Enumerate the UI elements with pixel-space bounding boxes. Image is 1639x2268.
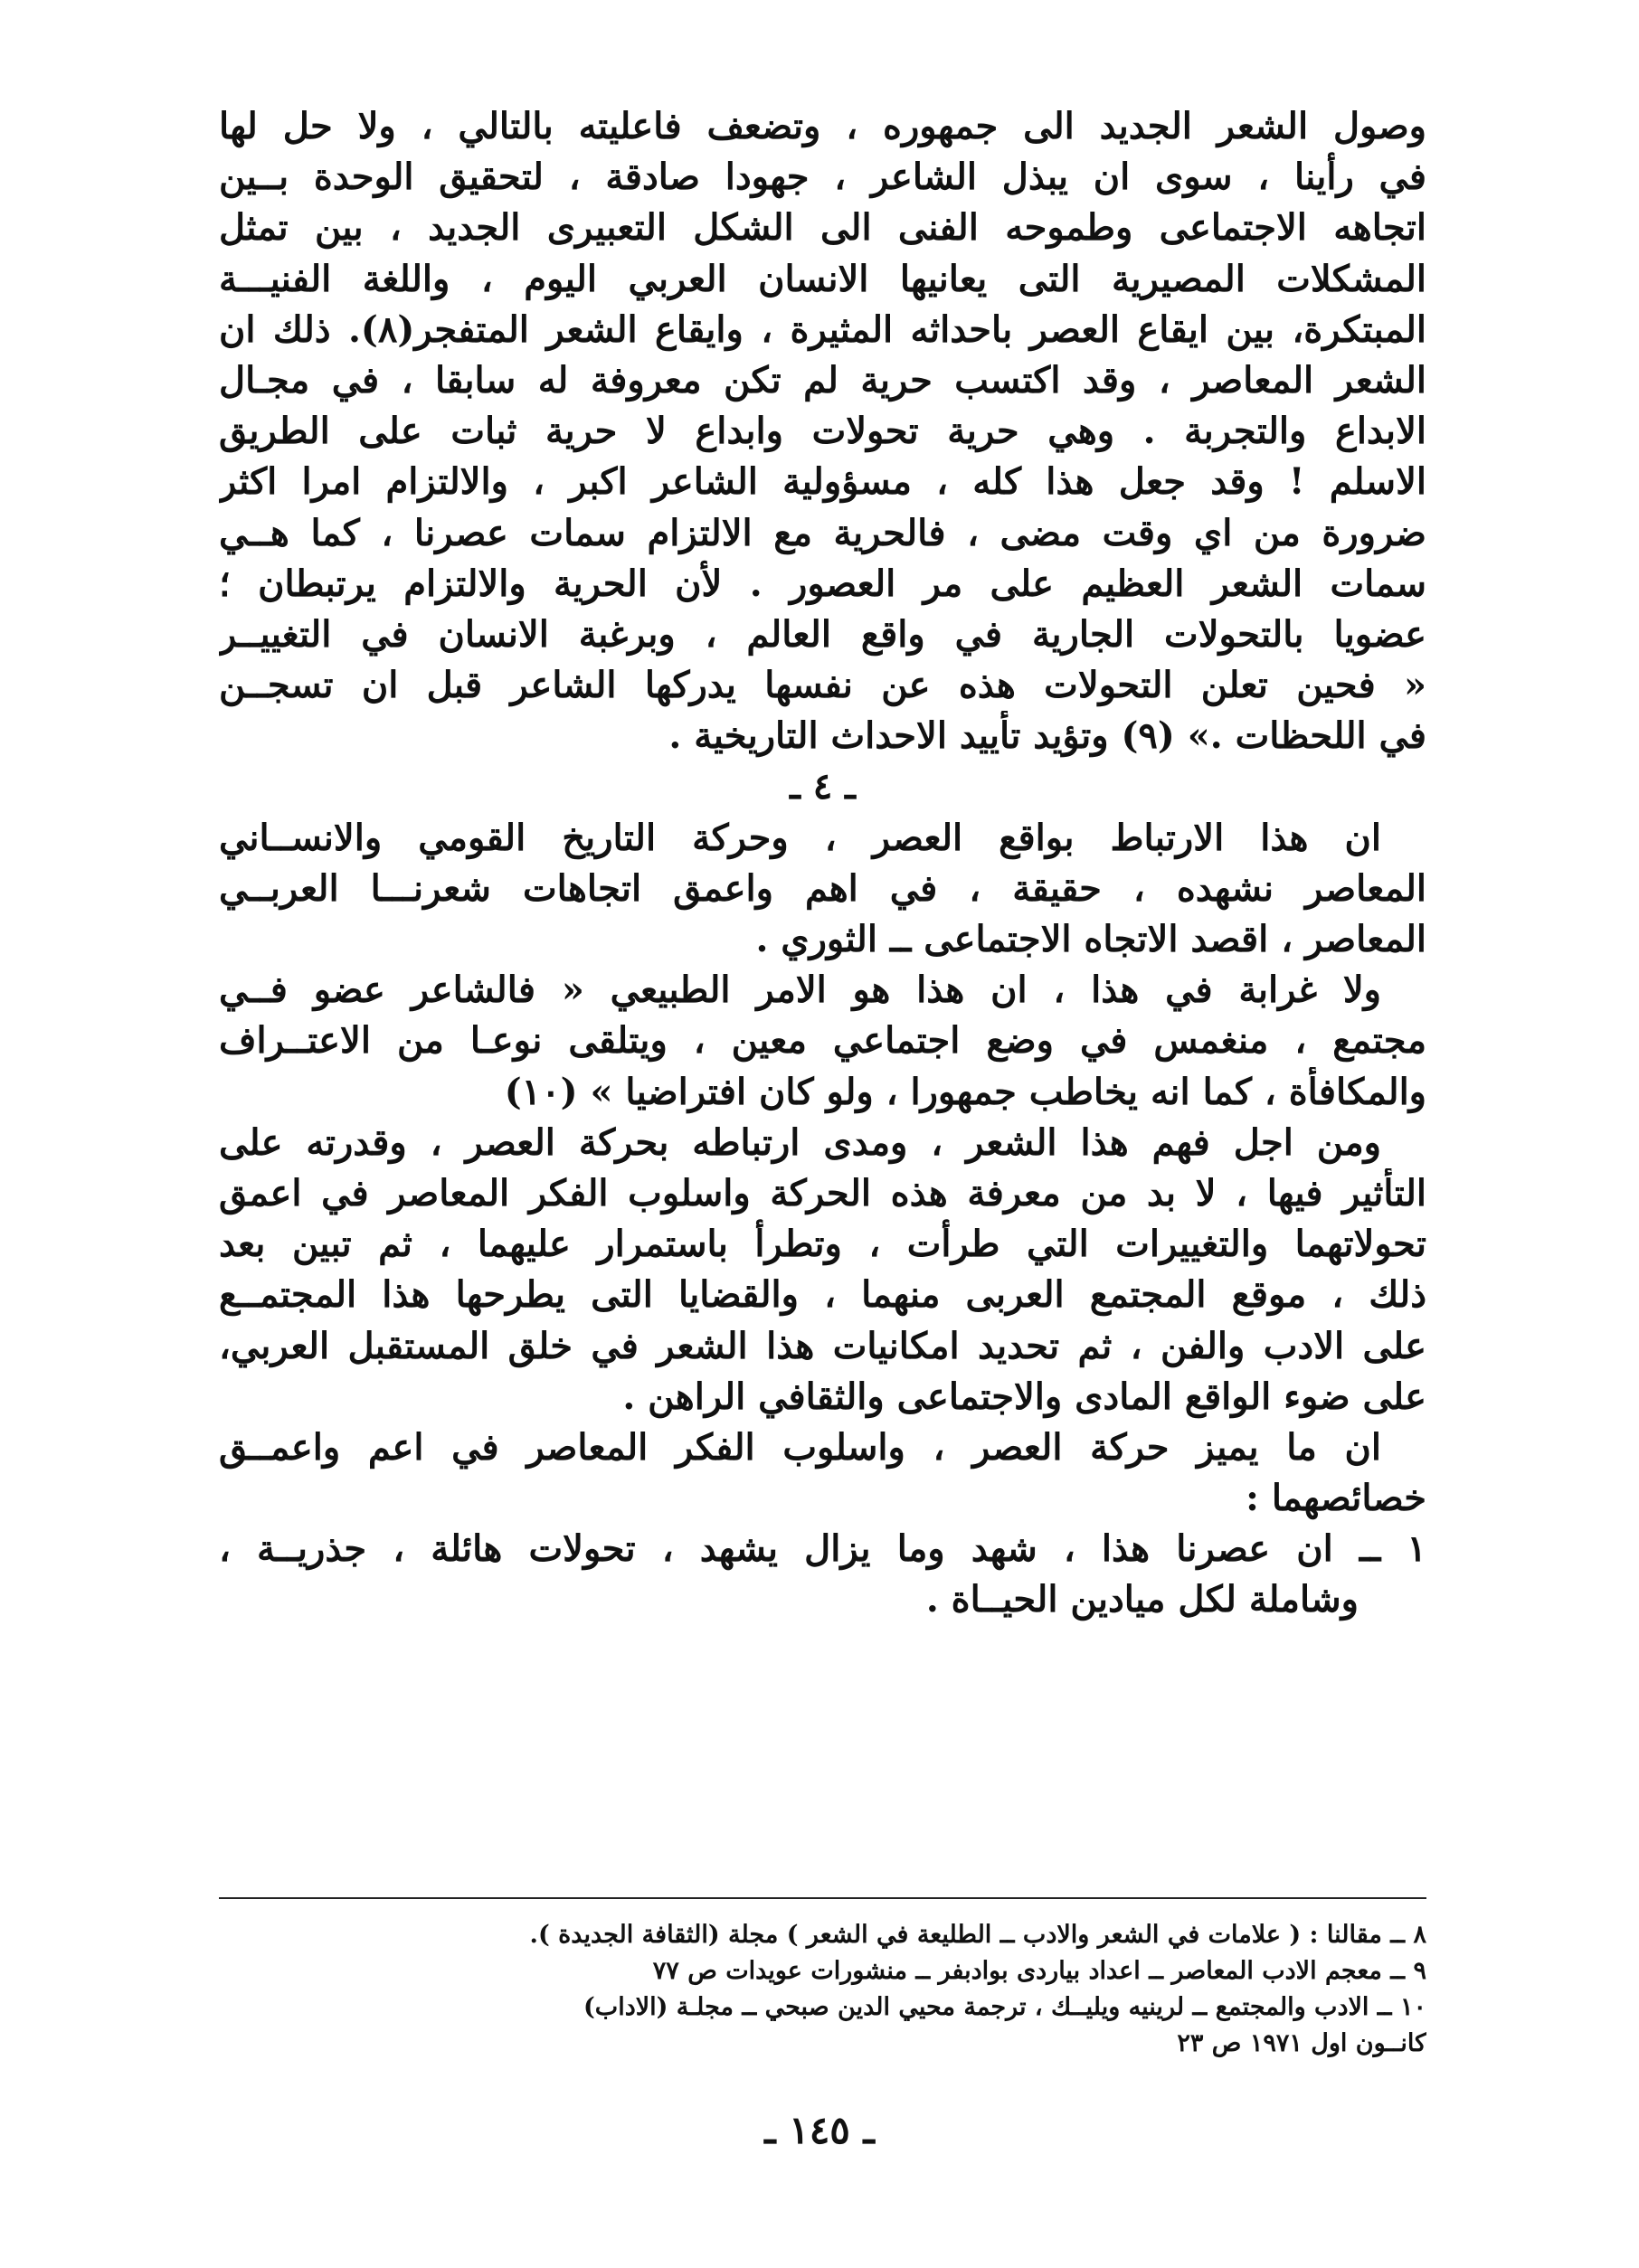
body-line: التأثير فيها ، لا بد من معرفة هذه الحركة واسلوب الفكر المعاصر في اعمق [219, 1171, 1426, 1214]
body-line: عضويا بالتحولات الجارية في واقع العالم ، وبرغبة الانسان في التغييــر [219, 612, 1426, 656]
body-line: في اللحظات .» (٩) وتؤيد تأييد الاحداث التاريخية . [668, 714, 1426, 758]
body-line: ولا غرابة في هذا ، ان هذا هو الامر الطبيعي « فالشاعر عضو فــي [219, 969, 1381, 1012]
body-line: ان هذا الارتباط بواقع العصر ، وحركة التاريخ القومي والانســاني [219, 816, 1381, 859]
body-line: ضرورة من اي وقت مضى ، فالحرية مع الالتزام سمات عصرنا ، كما هــي [219, 511, 1426, 554]
body-line: سمات الشعر العظيم على مر العصور . لأن الحرية والالتزام يرتبطان ؛ [219, 562, 1426, 605]
body-line: الشعر المعاصر ، وقد اكتسب حرية لم تكن معروفة له سابقا ، في مجـال [219, 358, 1426, 402]
body-line: الابداع والتجربة . وهي حرية تحولات وابداع لا حرية ثبات على الطريق [219, 410, 1426, 453]
body-line: على ضوء الواقع المادى والاجتماعى والثقافي الراهن . [622, 1375, 1426, 1418]
section-number: ـ ٤ ـ [790, 765, 856, 808]
footnote: ٨ ــ مقالنا : ( علامات في الشعر والادب ــ الطليعة في الشعر ) مجلة (الثقافة الجديدة ). [529, 1921, 1426, 1949]
body-line: والمكافأة ، كما انه يخاطب جمهورا ، ولو كان افتراضيا » (١٠) [504, 1070, 1426, 1113]
body-line: المعاصر نشهده ، حقيقة ، في اهم واعمق اتجاهات شعرنـــا العربــي [219, 866, 1426, 910]
footnote: ٩ ــ معجم الادب المعاصر ــ اعداد بياردى بوادبفر ــ منشورات عويدات ص ٧٧ [652, 1957, 1426, 1985]
body-line: ومن اجل فهم هذا الشعر ، ومدى ارتباطه بحركة العصر ، وقدرته على [219, 1120, 1381, 1164]
footnote-continuation: كانــون اول ١٩٧١ ص ٢٣ [1177, 2029, 1426, 2057]
footnote-divider [219, 1897, 1426, 1899]
footnotes [219, 1917, 1426, 2062]
body-line: ان ما يميز حركة العصر ، واسلوب الفكر المعاصر في اعم واعمــق [219, 1425, 1381, 1469]
body-line: المعاصر ، اقصد الاتجاه الاجتماعى ــ الثوري . [755, 918, 1426, 960]
body-line: المشكلات المصيرية التى يعانيها الانسان العربي اليوم ، واللغة الفنيـــة [219, 257, 1426, 300]
body-line: تحولاتهما والتغييرات التي طرأت ، وتطرأ باستمرار عليهما ، ثم تبين بعد [219, 1223, 1426, 1266]
body-line: مجتمع ، منغمس في وضع اجتماعي معين ، ويتلقى نوعـا من الاعتــراف [219, 1019, 1426, 1063]
body-line: الاسلم ! وقد جعل هذا كله ، مسؤولية الشاعر اكبر ، والالتزام امرا اكثر [219, 460, 1426, 504]
body-line: على الادب والفن ، ثم تحديد امكانيات هذا الشعر في خلق المستقبل العربي، [219, 1324, 1426, 1367]
body-line: خصائصهما : [1246, 1477, 1426, 1520]
body-line: في رأينا ، سوى ان يبذل الشاعر ، جهودا صادقة ، لتحقيق الوحدة بــين [219, 156, 1426, 199]
list-item: ١ ــ ان عصرنا هذا ، شهد وما يزال يشهد ، تحولات هائلة ، جذريــة ، [219, 1527, 1426, 1571]
page-number: ـ ١٤٥ ـ [764, 2108, 875, 2152]
body-line: اتجاهه الاجتماعى وطموحه الفنى الى الشكل التعبيرى الجديد ، بين تمثل [219, 206, 1426, 250]
body-line: المبتكرة، بين ايقاع العصر باحداثه المثيرة ، وايقاع الشعر المتفجر(٨). ذلك ان [219, 307, 1426, 351]
body-line: « فحين تعلن التحولات هذه عن نفسها يدركها الشاعر قبل ان تسجــن [219, 664, 1426, 707]
body-line: وصول الشعر الجديد الى جمهوره ، وتضعف فاعليته بالتالي ، ولا حل لها [219, 105, 1426, 147]
body-line: ذلك ، موقع المجتمع العربى منهما ، والقضايا التى يطرحها هذا المجتمــع [219, 1273, 1426, 1317]
footnote: ١٠ ــ الادب والمجتمع ــ لرينيه ويليــك ، ترجمة محيي الدين صبحي ــ مجلـة (الاداب) [583, 1993, 1426, 2021]
list-item-continuation: وشاملة لكل ميادين الحيــاة . [925, 1578, 1359, 1621]
body-text [219, 101, 1426, 1626]
